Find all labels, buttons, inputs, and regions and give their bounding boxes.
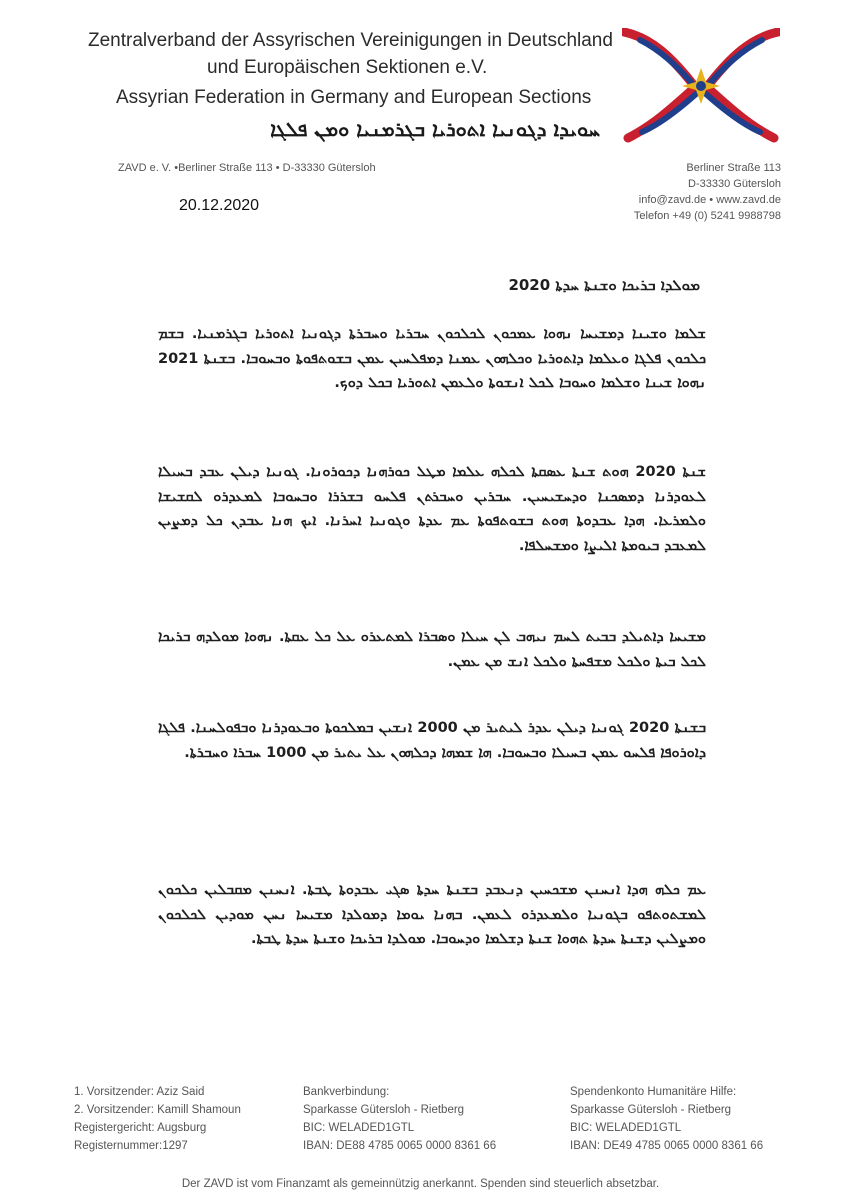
footer-donation-bank: Sparkasse Gütersloh - Rietberg bbox=[570, 1104, 732, 1116]
footer-bank-name: Sparkasse Gütersloh - Rietberg bbox=[303, 1104, 465, 1116]
contact-city: D-33330 Gütersloh bbox=[688, 178, 781, 190]
footer-register-number: Registernummer:1297 bbox=[74, 1140, 188, 1152]
body-paragraph-2: ܫܢܬܐ 2020 ܗܘܬ ܫܢܬܐ ܥܣܩܬܐ ܠܟܠܗ ܥܠܡܐ ܡܛܠ ܟܘܪܗܢܐ ܕܟܘܪܘܢܐ. ܓܘܢܝܐ ܕܝܠܢ ܥܒܕ ܒܚܝܠܐ ܠܥܘܕܪܢܐ ܕܡܣܟܢܐ ܘܕܚܫܝܚܝܢ. ܚܒܪܝܢ ܘܚܒܪܬܢ ܦܠܚܘ ܒܫܪܪܐ ܘܒܚܘܒܐ ܠܡܥܕܪܘ ܠܩܫܝܫܐ ܘܠܡܪܥܐ. ܗܕܐ ܥܒܕܘܬܐ ܗܘܬ ܒܫܘܬܦܘܬܐ ܥܡ ܥܕܬܐ ܘܓܘܢܝܐ ܐܚܪܢܐ. ܐܝܟ ܗܢܐ ܥܒܕܢ ܟܠ ܕܡܨܝܢ ܠܡܥܒܕ ܒܝܘܡܬܐ ܐܠܝܨܐ ܘܡܫܚܠܦܐ. bbox=[158, 464, 706, 554]
footer-donation-account bbox=[570, 1083, 763, 1155]
logo-center-dot bbox=[696, 81, 706, 91]
logo-blue-wave-right bbox=[706, 40, 762, 88]
org-name-english: Assyrian Federation in Germany and European Sections bbox=[116, 87, 592, 108]
sender-address-line: ZAVD e. V. •Berliner Straße 113 • D-33330 Gütersloh bbox=[118, 162, 376, 174]
footer-bank-info bbox=[303, 1083, 496, 1155]
logo-blue-wave-left bbox=[640, 40, 696, 88]
contact-block bbox=[634, 160, 781, 224]
footer-donation-bic: BIC: WELADED1GTL bbox=[570, 1122, 682, 1134]
zavd-logo bbox=[622, 28, 780, 143]
body-paragraph-4: ܒܫܢܬܐ 2020 ܓܘܢܝܐ ܕܝܠܢ ܥܕܪ ܠܝܬܝܪ ܡܢ 2000 ܐܢܫܝܢ ܒܡܠܟܘܬܐ ܘܒܥܘܕܪܢܐ ܘܒܦܘܠܚܢܐ. ܦܠܓܐ ܕܐܘܪܘܦܐ ܦܠܚܘ ܥܡܢ ܒܚܝܠܐ ܘܒܚܘܒܐ. ܗܐ ܫܡܗܐ ܕܟܠܗܘܢ ܥܠ ܝܬܝܪ ܡܢ 1000 ܚܒܪܐ ܘܚܒܪܬܐ. bbox=[158, 720, 706, 761]
footer-register-court: Registergericht: Augsburg bbox=[74, 1122, 207, 1134]
footer-bank-heading: Bankverbindung: bbox=[303, 1086, 390, 1098]
footer-donation-iban: IBAN: DE49 4785 0065 0000 8361 66 bbox=[570, 1140, 764, 1152]
letter-subject: ܡܘܠܕܐ ܒܪܝܟܐ ܘܫܢܬܐ ܚܕܬܐ 2020 bbox=[508, 276, 700, 294]
letter-date: 20.12.2020 bbox=[179, 197, 260, 214]
org-name-german-line2: und Europäischen Sektionen e.V. bbox=[207, 57, 488, 78]
footer-chair-1: 1. Vorsitzender: Aziz Said bbox=[74, 1086, 205, 1098]
footer-board-info bbox=[74, 1083, 241, 1155]
footer-bank-bic: BIC: WELADED1GTL bbox=[303, 1122, 415, 1134]
body-paragraph-5: ܥܡ ܟܠܗ ܗܕܐ ܐܢܚܢܢ ܡܫܟܚܝܢ ܕܢܥܒܕ ܒܫܢܬܐ ܚܕܬܐ ܣܓܝ ܥܒܕܘܬܐ ܛܒܬܐ. ܐܢܚܢܢ ܡܩܒܠܝܢ ܟܠܟܘܢ ܠܡܫܬܘܬܦܘ ܒܓܘܢܝܐ ܘܠܡܥܕܪܘ ܠܥܡܢ. ܒܗܢܐ ܝܘܡܐ ܕܡܘܠܕܐ ܡܫܝܚܐ ܢܚܢ ܡܘܕܝܢ ܠܟܠܟܘܢ ܘܡܨܠܝܢ ܕܫܢܬܐ ܚܕܬܐ ܬܗܘܐ ܫܢܬܐ ܕܫܠܡܐ ܘܕܚܘܒܐ. ܡܘܠܕܐ ܒܪܝܟܐ ܘܫܢܬܐ ܚܕܬܐ ܛܒܬܐ. bbox=[158, 882, 706, 947]
contact-street: Berliner Straße 113 bbox=[686, 162, 781, 174]
footer-tax-note: Der ZAVD ist vom Finanzamt als gemeinnützig anerkannt. Spenden sind steuerlich absetzbar. bbox=[181, 1178, 660, 1190]
org-name-syriac: ܚܘܝܕܐ ܕܓܘܢܝܐ ܐܬܘܪܝܐ ܒܓܪܡܢܝܐ ܘܡܢ ܦܠܓܐ bbox=[270, 117, 600, 141]
contact-web-email: info@zavd.de • www.zavd.de bbox=[638, 194, 781, 206]
org-name-german-line1: Zentralverband der Assyrischen Vereinigungen in Deutschland bbox=[88, 30, 613, 51]
footer-chair-2: 2. Vorsitzender: Kamill Shamoun bbox=[74, 1104, 241, 1116]
logo-text: ZAVD bbox=[681, 123, 721, 140]
body-paragraph-1: ܫܠܡܐ ܘܫܝܢܐ ܕܡܫܝܚܐ ܢܗܘܐ ܥܡܟܘܢ ܠܟܠܟܘܢ ܚܒܪܝܐ ܘܚܒܪܬܐ ܕܓܘܢܝܐ ܐܬܘܪܝܐ ܒܓܪܡܢܝܐ. ܒܫܡ ܟܠܟܘܢ ܦܠܓܐ ܘܥܠܡܐ ܕܐܬܘܪܝܐ ܘܟܠܗܘܢ ܥܡܢܐ ܕܡܦܠܚܝܢ ܥܡܢ ܒܫܘܬܦܘܬܐ ܘܒܚܘܒܐ. ܒܫܢܬܐ 2021 ܢܗܘܐ ܫܝܢܐ ܘܫܠܡܐ ܘܚܘܒܐ ܠܟܠ ܐܢܫܘܬܐ ܘܠܥܡܢ ܐܬܘܪܝܐ ܒܟܠ ܕܘܟ. bbox=[158, 326, 706, 391]
footer-donation-heading: Spendenkonto Humanitäre Hilfe: bbox=[570, 1086, 737, 1098]
footer-bank-iban: IBAN: DE88 4785 0065 0000 8361 66 bbox=[303, 1140, 497, 1152]
contact-phone: Telefon +49 (0) 5241 9988798 bbox=[633, 210, 781, 222]
body-paragraph-3: ܡܫܝܚܐ ܕܐܬܝܠܕ ܒܒܝܬ ܠܚܡ ܢܝܗܒ ܠܢ ܚܝܠܐ ܘܣܒܪܐ ܠܡܬܥܪܘ ܥܠ ܟܠ ܥܩܬܐ. ܢܗܘܐ ܡܘܠܕܗ ܒܪܝܟܐ ܠܟܠ ܒܝܬܐ ܘܠܟܠ ܡܫܦܚܬܐ ܘܠܟܠ ܐܢܫ ܡܢ ܥܡܢ. bbox=[158, 629, 706, 670]
